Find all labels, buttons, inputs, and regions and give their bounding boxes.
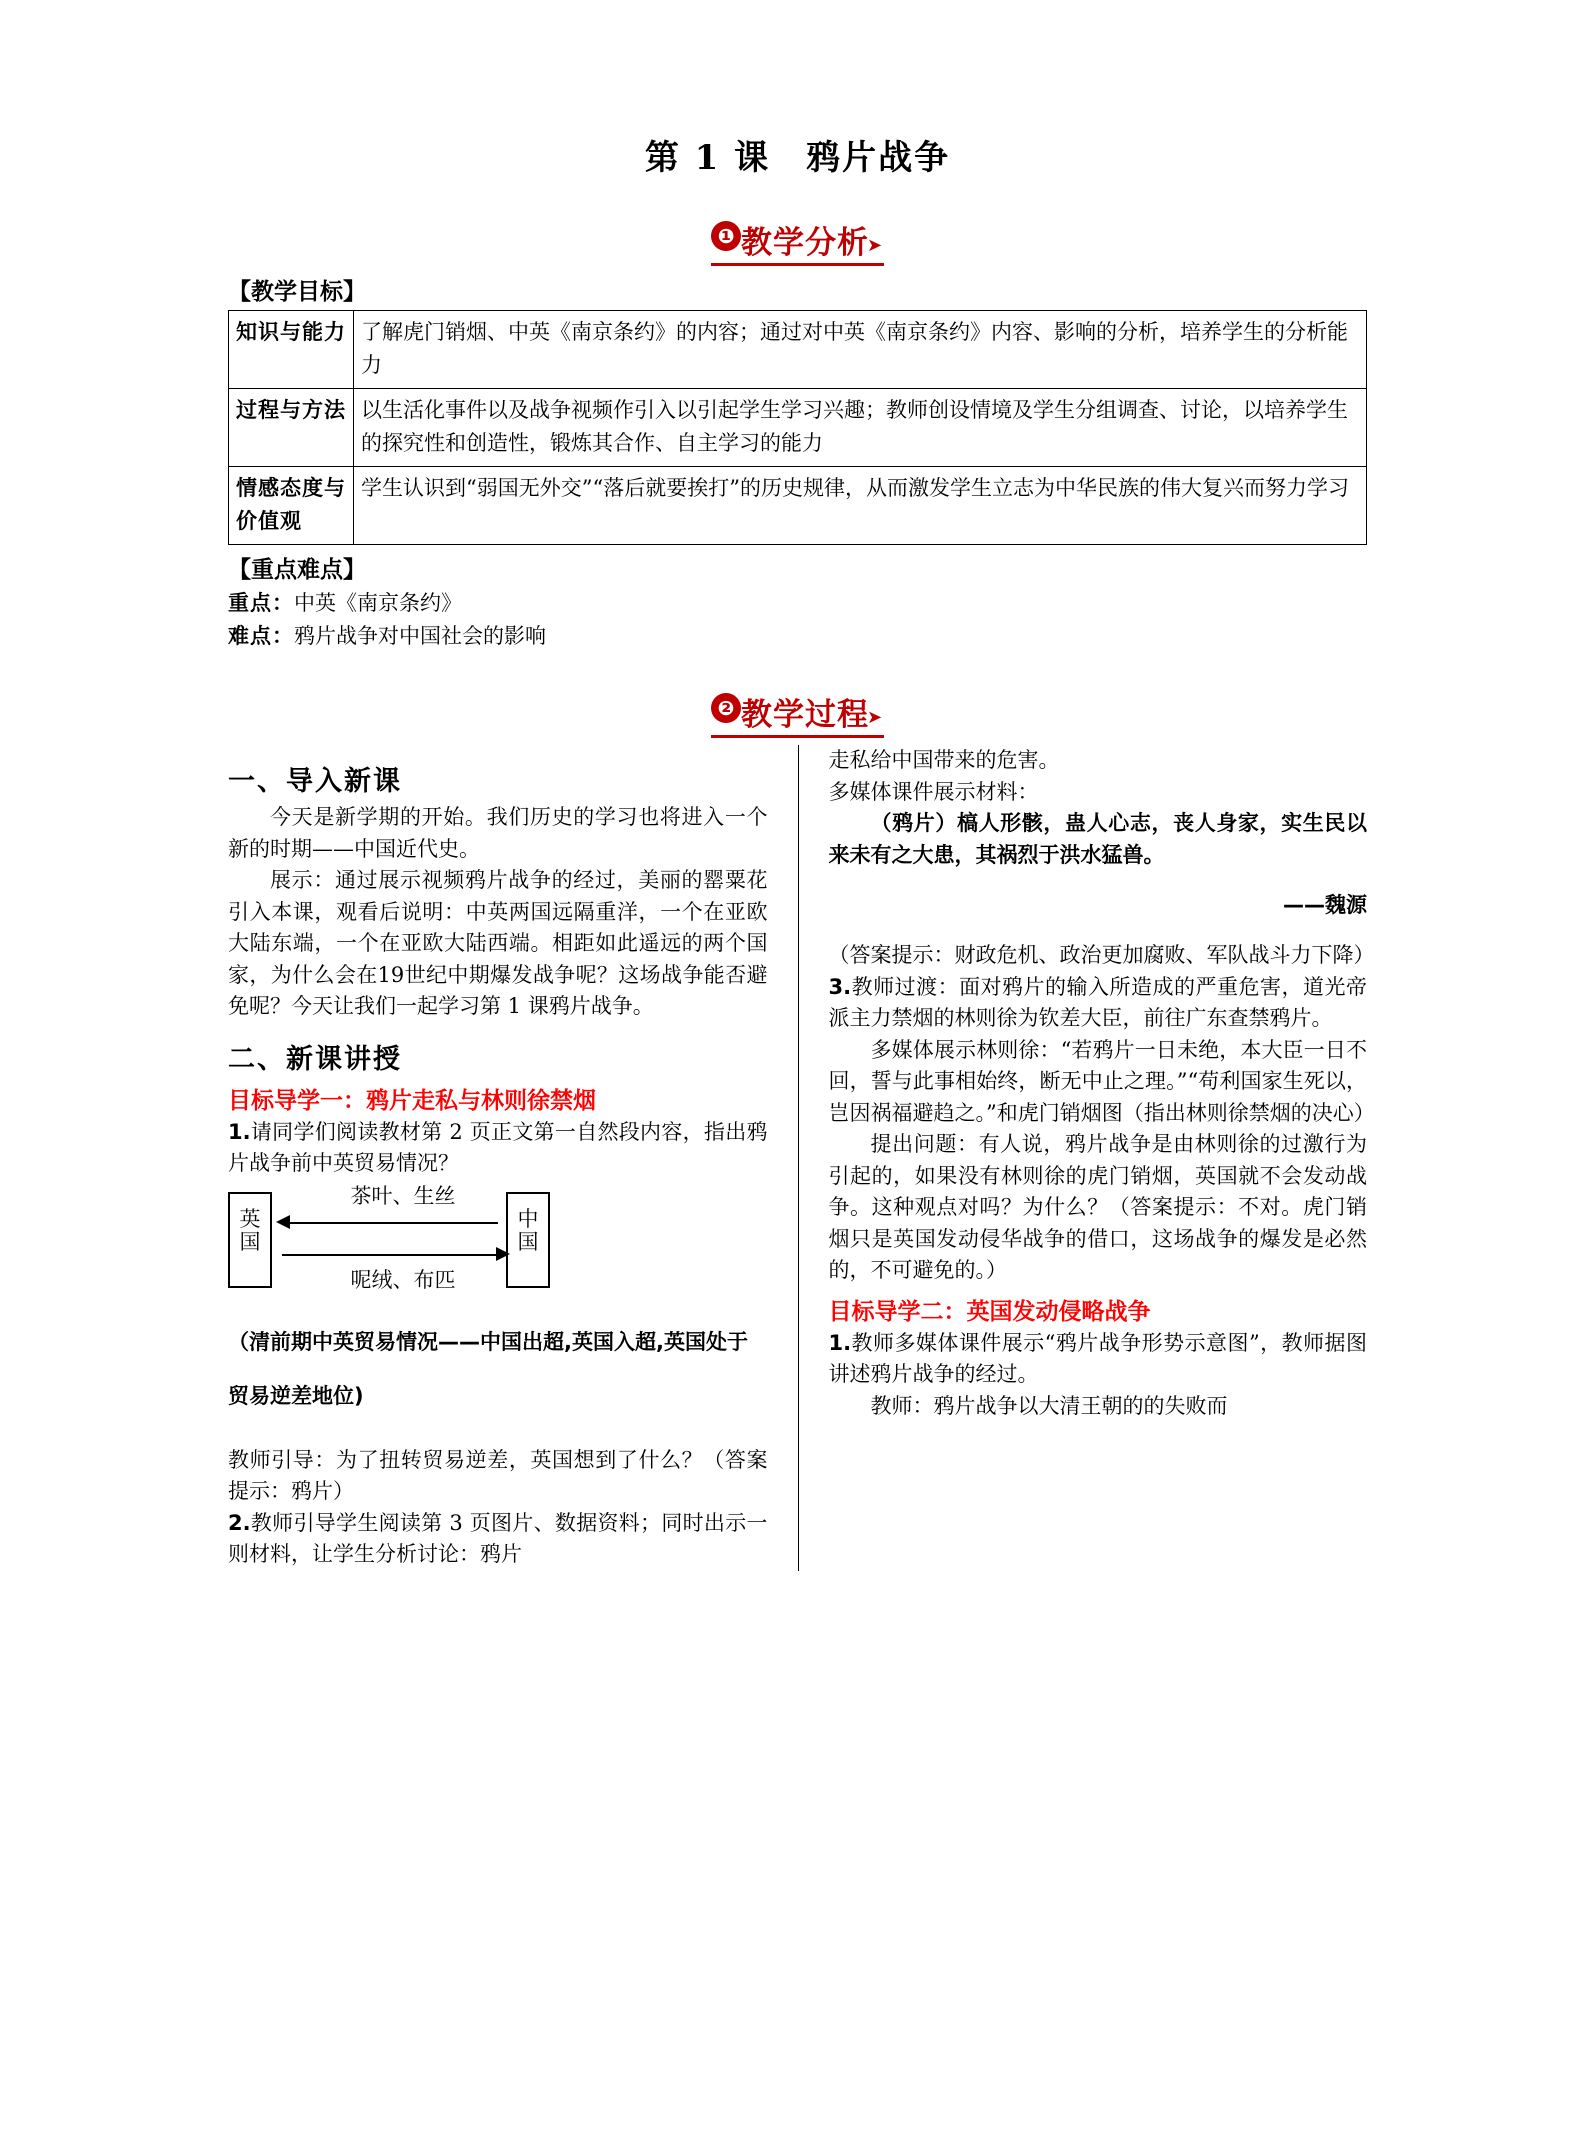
teaching-goals-table	[228, 310, 1367, 545]
badge-one-icon: ❶	[711, 221, 741, 251]
britain-char-1: 英	[239, 1206, 261, 1231]
keypoint-difficulty-label: 难点：	[228, 622, 294, 648]
task-4-number: 1.	[828, 1330, 852, 1355]
left-column	[228, 745, 798, 1571]
goals-heading: 【教学目标】	[228, 278, 366, 305]
swoosh-icon: ➤	[866, 235, 883, 256]
goal-label-process: 过程与方法	[229, 389, 354, 467]
banner-label-process: 教学过程	[740, 697, 869, 734]
paragraph-teacher-close: 教师：鸦片战争以大清王朝的的失败而	[870, 1393, 1228, 1418]
britain-char-2: 国	[239, 1230, 261, 1255]
paragraph-question: 提出问题：有人说，鸦片战争是由林则徐的过激行为引起的，如果没有林则徐的虎门销烟，英国就不会发动战争。这种观点对吗？为什么？（答案提示：不对。虎门销烟只是英国发动侵华战争的借口，这场战争的爆发是必然的，不可避免的。）	[828, 1132, 1367, 1283]
paragraph-teacher-guide: 教师引导：为了扭转贸易逆差，英国想到了什么？（答案提示：鸦片）	[228, 1447, 768, 1504]
banner-underline	[711, 735, 884, 738]
task-3-text: 教师过渡：面对鸦片的输入所造成的严重危害，道光帝派主力禁烟的林则徐为钦差大臣，前往广东查禁鸦片。	[828, 974, 1367, 1031]
table-row	[229, 389, 1367, 467]
two-column-body	[228, 745, 1375, 1571]
goal-label-emotion: 情感态度与价值观	[229, 467, 354, 545]
quote-weiyuan: （鸦片）槁人形骸，蛊人心志，丧人身家，实生民以来未有之大患，其祸烈于洪水猛兽。	[828, 811, 1367, 867]
keypoint-difficulty	[228, 621, 1367, 651]
badge-two-icon: ❷	[711, 693, 741, 723]
paragraph-linzexu-quote: 多媒体展示林则徐：“若鸦片一日未绝，本大臣一日不回，誓与此事相始终，断无中止之理。”“苟利国家生死以，岂因祸福避趋之。”和虎门销烟图（指出林则徐禁烟的决心）	[828, 1037, 1375, 1125]
table-row	[229, 311, 1367, 389]
diagram-box-britain	[228, 1192, 272, 1288]
diagram-label-wool-cloth: 呢绒、布匹	[350, 1267, 456, 1292]
task-2-number: 2.	[228, 1510, 251, 1535]
paragraph-task-3	[829, 972, 1368, 1035]
paragraph-answer-hint-1: （答案提示：财政危机、政治更加腐败、军队战斗力下降）	[828, 943, 1375, 968]
paragraph-intro-2: 展示：通过展示视频鸦片战争的经过，美丽的罂粟花引入本课，观看后说明：中英两国远隔重洋，一个在亚欧大陆东端，一个在亚欧大陆西端。相距如此遥远的两个国家，为什么会在19世纪中期爆发战争呢？这场战争能否避免呢？今天让我们一起学习第 1 课鸦片战争。	[228, 868, 768, 1019]
goal-guide-two-heading: 目标导学二：英国发动侵略战争	[828, 1298, 1151, 1325]
task-2-text: 教师引导学生阅读第 3 页图片、数据资料；同时出示一则材料，让学生分析讨论：鸦片	[228, 1510, 768, 1567]
keypoint-difficulty-text: 鸦片战争对中国社会的影响	[294, 623, 546, 648]
trade-flow-diagram	[228, 1183, 768, 1294]
task-4-text: 教师多媒体课件展示“鸦片战争形势示意图”，教师据图讲述鸦片战争的经过。	[828, 1330, 1367, 1387]
keypoint-focus-text: 中英《南京条约》	[294, 591, 462, 616]
heading-intro-lesson: 一、导入新课	[228, 766, 402, 798]
banner-label-analysis: 教学分析	[740, 225, 869, 261]
paragraph-multimedia-material: 多媒体课件展示材料：	[828, 779, 1039, 804]
banner-inner-process	[711, 689, 884, 742]
table-row	[229, 467, 1367, 545]
task-3-number: 3.	[828, 974, 852, 999]
diagram-arrow-line-top	[282, 1222, 498, 1224]
document-page	[0, 130, 1587, 2138]
diagram-arrow-line-bottom	[282, 1254, 498, 1256]
goal-guide-one-heading: 目标导学一：鸦片走私与林则徐禁烟	[228, 1087, 596, 1114]
china-char-1: 中	[517, 1206, 539, 1231]
section-banner-analysis	[228, 217, 1367, 263]
keypoints-heading: 【重点难点】	[228, 556, 366, 584]
goal-content-emotion: 学生认识到“弱国无外交”“落后就要挨打”的历史规律，从而激发学生立志为中华民族的伟大复兴而努力学习	[354, 467, 1367, 545]
paragraph-task-1	[228, 1117, 768, 1180]
paragraph-task-2	[228, 1508, 768, 1571]
section-banner-process	[228, 689, 1367, 735]
page-title: 第 1 课 鸦片战争	[644, 138, 951, 178]
task-1-text: 请同学们阅读教材第 2 页正文第一自然段内容，指出鸦片战争前中英贸易情况？	[228, 1119, 768, 1176]
keypoint-focus	[228, 588, 1367, 618]
paragraph-intro-1: 今天是新学期的开始。我们历史的学习也将进入一个新的时期——中国近代史。	[228, 805, 768, 861]
banner-underline	[711, 263, 884, 266]
arrow-head-right-icon	[496, 1247, 510, 1261]
paragraph-task-4	[829, 1328, 1368, 1391]
paragraph-harm: 走私给中国带来的危害。	[828, 748, 1060, 773]
china-char-2: 国	[517, 1230, 539, 1255]
heading-new-lesson: 二、新课讲授	[228, 1043, 402, 1075]
right-column	[798, 745, 1375, 1571]
swoosh-icon: ➤	[866, 707, 883, 729]
quote-source-weiyuan: ——魏源	[1283, 893, 1367, 918]
banner-inner-analysis	[711, 217, 884, 270]
goal-label-knowledge: 知识与能力	[229, 311, 354, 389]
arrow-head-left-icon	[276, 1215, 290, 1229]
task-1-number: 1.	[228, 1119, 251, 1144]
goal-content-knowledge: 了解虎门销烟、中英《南京条约》的内容；通过对中英《南京条约》内容、影响的分析，培养学生的分析能力	[354, 311, 1367, 389]
diagram-box-china	[506, 1192, 550, 1288]
keypoint-focus-label: 重点：	[228, 590, 294, 616]
goal-content-process: 以生活化事件以及战争视频作引入以引起学生学习兴趣；教师创设情境及学生分组调查、讨论，以培养学生的探究性和创造性，锻炼其合作、自主学习的能力	[354, 389, 1367, 467]
diagram-caption: （清前期中英贸易情况——中国出超,英国入超,英国处于贸易逆差地位)	[228, 1329, 748, 1409]
diagram-label-tea-silk: 茶叶、生丝	[350, 1183, 456, 1208]
